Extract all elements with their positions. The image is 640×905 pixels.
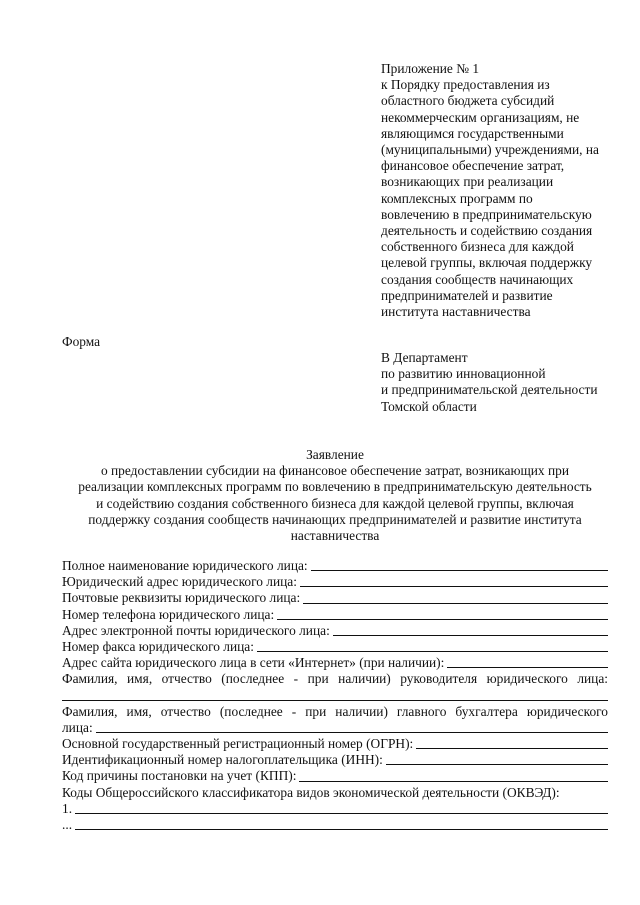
application-title — [60, 447, 610, 544]
field-ogrn — [62, 736, 608, 752]
form-label: Форма — [62, 334, 101, 349]
ogrn-input-line[interactable] — [416, 747, 608, 749]
field-label: Адрес сайта юридического лица в сети «Интернет» (при наличии): — [62, 655, 445, 671]
fax-input-line[interactable] — [257, 650, 608, 652]
appendix-line: к Порядку предоставления из — [381, 77, 550, 93]
field-label: Идентификационный номер налогоплательщика (ИНН): — [62, 752, 383, 768]
legal-address-input-line[interactable] — [300, 585, 608, 587]
field-label: Полное наименование юридического лица: — [62, 557, 308, 573]
appendix-header — [381, 61, 621, 320]
kpp-input-line[interactable] — [299, 780, 608, 782]
appendix-line: целевой группы, включая поддержку — [381, 255, 593, 271]
field-label: Адрес электронной почты юридического лица: — [62, 622, 330, 638]
field-accountant-name — [62, 704, 608, 720]
field-head-name-line — [62, 688, 608, 704]
field-label: Номер факса юридического лица: — [62, 638, 254, 654]
okved-item-more-input-line[interactable] — [75, 828, 608, 830]
field-legal-address — [62, 574, 608, 590]
title-line: наставничества — [290, 528, 380, 544]
inn-input-line[interactable] — [386, 763, 608, 765]
field-label: Основной государственный регистрационный номер (ОГРН): — [62, 736, 414, 752]
appendix-line: создания сообществ начинающих — [381, 271, 574, 287]
postal-details-input-line[interactable] — [303, 602, 608, 604]
appendix-line: предпринимателей и развитие — [381, 287, 553, 303]
email-input-line[interactable] — [333, 634, 608, 636]
field-accountant-name-cont — [62, 720, 608, 736]
field-website — [62, 655, 608, 671]
field-label: Почтовые реквизиты юридического лица: — [62, 590, 301, 606]
appendix-line: вовлечению в предпринимательскую — [381, 206, 592, 222]
okved-item-1-input-line[interactable] — [75, 812, 608, 814]
recipient-block — [381, 350, 621, 415]
field-phone — [62, 607, 608, 623]
field-label: 1. — [62, 800, 73, 816]
field-fax — [62, 639, 608, 655]
appendix-line: Приложение № 1 — [381, 61, 480, 76]
title-heading: Заявление — [306, 447, 364, 462]
recipient-line: и предпринимательской деятельности — [381, 382, 598, 398]
field-label: Коды Общероссийского классификатора видов экономической деятельности (ОКВЭД): — [62, 784, 560, 800]
field-inn — [62, 752, 608, 768]
field-full-name — [62, 558, 608, 574]
field-label: Номер телефона юридического лица: — [62, 606, 275, 622]
field-head-name — [62, 671, 608, 687]
field-okved — [62, 785, 608, 801]
recipient-line: В Департамент — [381, 350, 468, 365]
field-label: Фамилия, имя, отчество (последнее - при наличии) руководителя юридического лица: — [62, 671, 608, 687]
title-line: о предоставлении субсидии на финансовое обеспечение затрат, возникающих при — [100, 463, 570, 479]
field-label: Фамилия, имя, отчество (последнее - при наличии) главного бухгалтера юридического — [62, 703, 608, 719]
title-line: реализации комплексных программ по вовлечению в предпринимательскую деятельность — [78, 479, 592, 495]
appendix-line: некоммерческим организациям, не — [381, 109, 580, 125]
appendix-line: деятельность и содействию создания — [381, 223, 593, 239]
field-kpp — [62, 768, 608, 784]
appendix-line: комплексных программ по — [381, 190, 533, 206]
field-label: ... — [62, 816, 73, 832]
appendix-line: собственного бизнеса для каждой — [381, 239, 574, 255]
title-line: поддержку создания сообществ начинающих предпринимателей и развитие института — [88, 511, 582, 527]
field-postal-details — [62, 590, 608, 606]
field-email — [62, 623, 608, 639]
head-name-input-line[interactable] — [62, 699, 608, 701]
appendix-line: областного бюджета субсидий — [381, 93, 555, 109]
title-line: и содействию создания собственного бизнеса для каждой целевой группы, включая — [96, 495, 574, 511]
recipient-line: по развитию инновационной — [381, 366, 546, 382]
appendix-line: финансовое обеспечение затрат, — [381, 158, 565, 174]
appendix-line: возникающих при реализации — [381, 174, 554, 190]
appendix-line: являющимся государственными — [381, 125, 564, 141]
full-name-input-line[interactable] — [311, 569, 608, 571]
field-label: Юридический адрес юридического лица: — [62, 574, 297, 590]
form-fields — [62, 558, 608, 833]
recipient-line: Томской области — [381, 398, 477, 414]
field-okved-item-more — [62, 817, 608, 833]
website-input-line[interactable] — [447, 666, 608, 668]
field-label: лица: — [62, 719, 93, 735]
appendix-line: института наставничества — [381, 304, 531, 320]
phone-input-line[interactable] — [277, 618, 608, 620]
accountant-name-input-line[interactable] — [96, 731, 608, 733]
field-label: Код причины постановки на учет (КПП): — [62, 768, 297, 784]
field-okved-item-1 — [62, 801, 608, 817]
appendix-line: (муниципальными) учреждениями, на — [381, 142, 599, 158]
